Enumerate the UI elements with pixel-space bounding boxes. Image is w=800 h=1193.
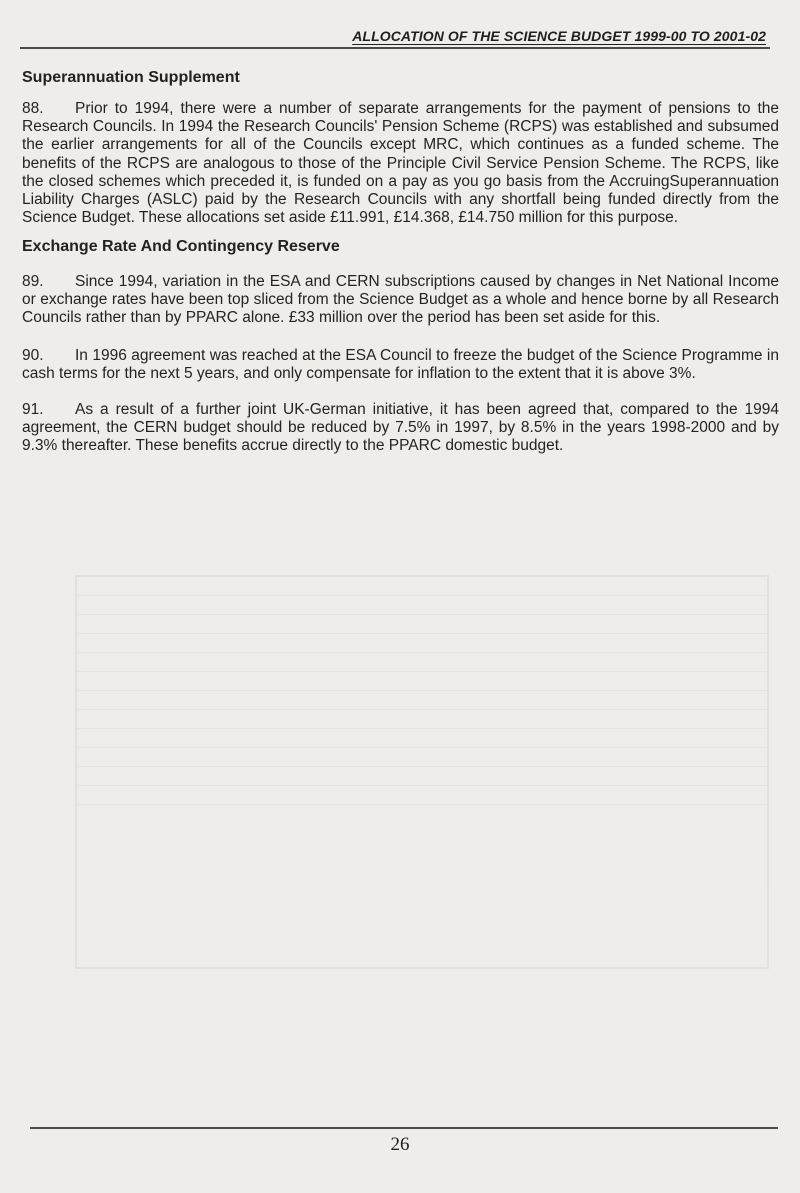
paragraph-text: In 1996 agreement was reached at the ESA Council to freeze the budget of the Science Programme in cash terms for the next 5 years, and only compensate for inflation to the extent that it is above 3%. (22, 347, 779, 383)
paragraph-number: 89. (22, 273, 44, 290)
paragraph-number: 88. (22, 100, 44, 117)
show-through-table-ghost (75, 575, 769, 969)
section-heading-exchange-rate: Exchange Rate And Contingency Reserve (22, 238, 340, 255)
section-heading-superannuation: Superannuation Supplement (22, 69, 240, 86)
paragraph-91 (22, 401, 779, 456)
footer-rule (30, 1127, 778, 1129)
paragraph-number: 90. (22, 347, 44, 364)
paragraph-90 (22, 347, 779, 383)
running-header (0, 28, 800, 48)
paragraph-89 (22, 273, 779, 328)
paragraph-number: 91. (22, 401, 44, 418)
header-rule (20, 47, 770, 49)
document-title: ALLOCATION OF THE SCIENCE BUDGET 1999-00 TO 2001-02 (352, 28, 766, 44)
paragraph-text: Since 1994, variation in the ESA and CERN subscriptions caused by changes in Net National Income or exchange rates have been top sliced from the Science Budget as a whole and hence borne by all Research Councils rather than by PPARC alone. £33 million over the period has been set aside for this. (22, 273, 779, 327)
page-number: 26 (390, 1134, 410, 1155)
paragraph-text: As a result of a further joint UK-German initiative, it has been agreed that, compared to the 1994 agreement, the CERN budget should be reduced by 7.5% in 1997, by 8.5% in the years 1998-2000 and by 9.3% thereafter. These benefits accrue directly to the PPARC domestic budget. (22, 401, 779, 455)
paragraph-text: Prior to 1994, there were a number of separate arrangements for the payment of pensions to the Research Councils. In 1994 the Research Councils' Pension Scheme (RCPS) was established and subsumed the earlier arrangements for all of the Councils except MRC, which continues as a funded scheme. The benefits of the RCPS are analogous to those of the Principle Civil Service Pension Scheme. The RCPS, like the closed schemes which preceded it, is funded on a pay as you go basis from the AccruingSuperannuation Liability Charges (ASLC) paid by the Research Councils with any shortfall being funded directly from the Science Budget. These allocations set aside £11.991, £14.368, £14.750 million for this purpose. (22, 100, 779, 227)
paragraph-88 (22, 100, 779, 227)
